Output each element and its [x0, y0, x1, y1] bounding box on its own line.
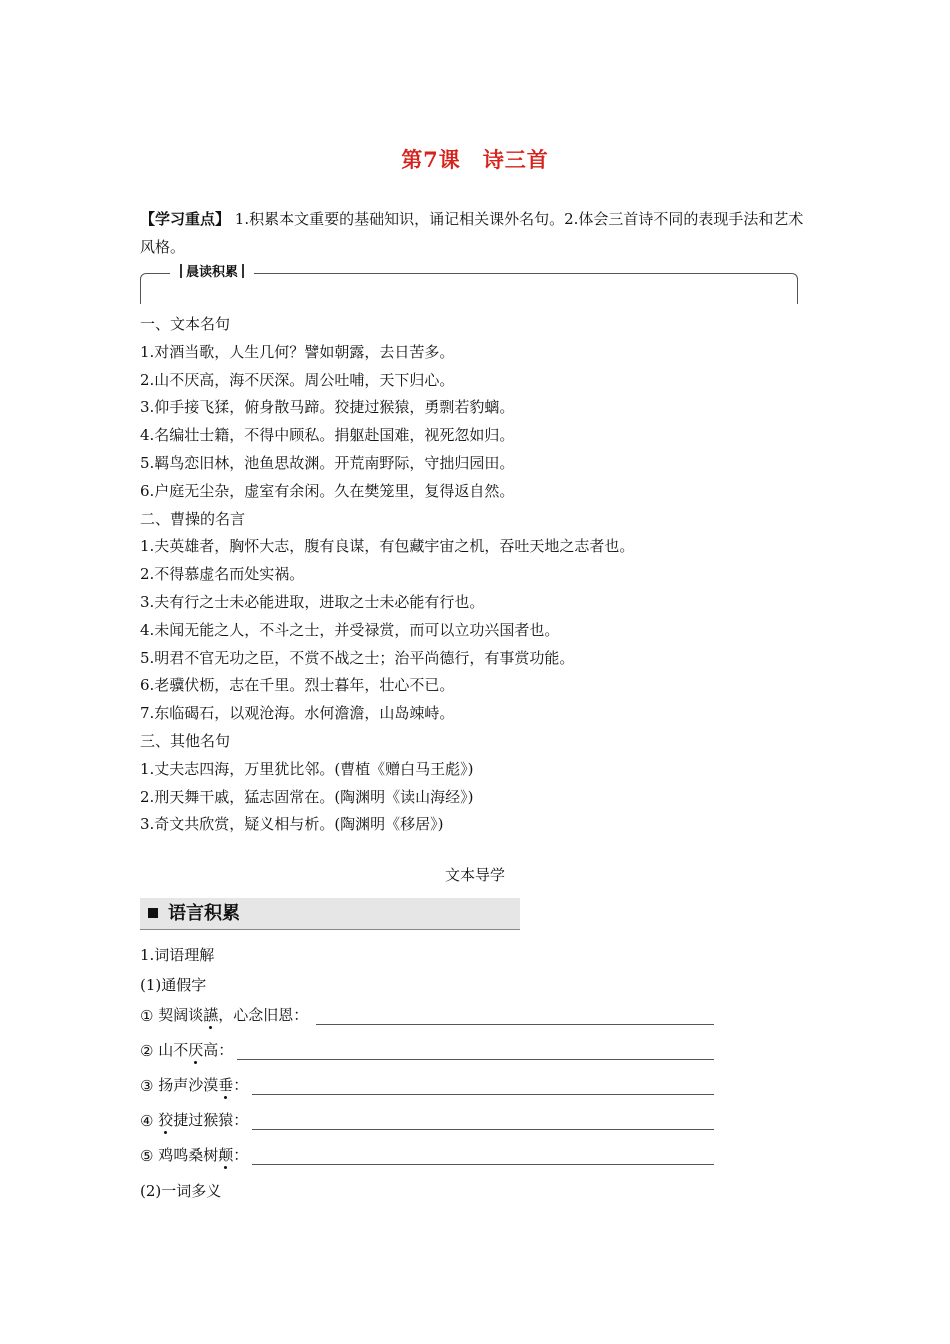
list-item: 1.丈夫志四海，万里犹比邻。(曹植《赠白马王彪》): [140, 759, 474, 778]
list-item: 3.夫有行之士未必能进取，进取之士未必能有行也。: [140, 592, 485, 611]
item-number: ②: [140, 1042, 154, 1060]
fill-item: [140, 1144, 714, 1165]
answer-blank[interactable]: [252, 1146, 714, 1165]
focus-tag: 【学习重点】: [140, 210, 231, 228]
item-text: 鸡鸣桑树: [158, 1146, 219, 1164]
list-item: 7.东临碣石，以观沧海。水何澹澹，山岛竦峙。: [140, 704, 455, 723]
list-item: 1.对酒当歌，人生几何？譬如朝露，去日苦多。: [140, 342, 455, 361]
page-title: [0, 144, 950, 174]
list-item: 6.老骥伏枥，志在千里。烈士暮年，壮心不已。: [140, 676, 455, 695]
vocab-heading: 1.词语理解: [140, 946, 215, 964]
section-title: 语言积累: [168, 903, 240, 924]
list-item: 6.户庭无尘杂，虚室有余闲。久在樊笼里，复得返自然。: [140, 481, 515, 500]
learning-focus: [140, 205, 812, 261]
quotes-list: [140, 311, 812, 839]
list-item: 4.未闻无能之人，不斗之士，并受禄赏，而可以立功兴国者也。: [140, 620, 560, 639]
list-item: 3.仰手接飞猱，俯身散马蹄。狡捷过猴猿，勇剽若豹螭。: [140, 398, 515, 417]
item-text: 捷过猴猿：: [173, 1111, 249, 1129]
vocab-subheading: (2)一词多义: [140, 1182, 222, 1200]
item-text: ：: [233, 1076, 249, 1094]
list-item: 5.明君不官无功之臣，不赏不战之士；治平尚德行，有事赏功能。: [140, 648, 575, 667]
morning-reading-banner: [140, 262, 798, 304]
dotted-char: 讌: [203, 1006, 219, 1024]
answer-blank[interactable]: [237, 1041, 714, 1060]
list-item: 2.刑天舞干戚，猛志固常在。(陶渊明《读山海经》): [140, 787, 474, 806]
item-number: ③: [140, 1077, 154, 1095]
fill-item: [140, 1074, 714, 1095]
list-item: 2.山不厌高，海不厌深。周公吐哺，天下归心。: [140, 370, 455, 389]
list-item: 二、曹操的名言: [140, 509, 246, 528]
fill-item: [140, 1004, 714, 1025]
banner-text: 晨读积累: [186, 265, 239, 280]
item-number: ④: [140, 1112, 154, 1130]
list-item: 三、其他名句: [140, 731, 231, 750]
answer-blank[interactable]: [252, 1076, 714, 1095]
dotted-char: 狡: [158, 1111, 174, 1129]
bar-icon: [180, 264, 182, 278]
dotted-char: 颠: [218, 1146, 234, 1164]
item-number: ①: [140, 1007, 154, 1025]
guide-title: 文本导学: [444, 866, 505, 884]
focus-text: 1.积累本文重要的基础知识，诵记相关课外名句。2.体会三首诗不同的表现手法和艺术风格。: [140, 210, 804, 256]
list-item: 4.名编壮士籍，不得中顾私。捐躯赴国难，视死忽如归。: [140, 426, 515, 445]
square-bullet-icon: [148, 908, 158, 918]
list-item: 3.奇文共欣赏，疑义相与析。(陶渊明《移居》): [140, 815, 444, 834]
lesson-number: 第7课: [401, 147, 461, 172]
fill-item: [140, 1039, 714, 1060]
lesson-name: 诗三首: [482, 147, 549, 172]
item-text: 契阔谈: [158, 1006, 204, 1024]
fill-item: [140, 1109, 714, 1130]
item-text: 高：: [203, 1041, 234, 1059]
item-number: ⑤: [140, 1147, 154, 1165]
item-text: 扬声沙漠: [158, 1076, 219, 1094]
dotted-char: 厌: [188, 1041, 204, 1059]
list-item: 5.羁鸟恋旧林，池鱼思故渊。开荒南野际，守拙归园田。: [140, 453, 515, 472]
item-text: ，心念旧恩：: [218, 1006, 309, 1024]
list-item: 一、文本名句: [140, 315, 231, 333]
bar-icon: [242, 264, 244, 278]
list-item: 1.夫英雄者，胸怀大志，腹有良谋，有包藏宇宙之机，吞吐天地之志者也。: [140, 537, 635, 556]
item-text: 山不: [158, 1041, 189, 1059]
vocab-subheading: (1)通假字: [140, 976, 207, 994]
dotted-char: 垂: [218, 1076, 234, 1094]
answer-blank[interactable]: [252, 1111, 714, 1130]
banner-label: [170, 262, 254, 284]
list-item: 2.不得慕虚名而处实祸。: [140, 565, 305, 584]
item-text: ：: [233, 1146, 249, 1164]
answer-blank[interactable]: [316, 1006, 714, 1025]
section-header: [140, 898, 520, 930]
